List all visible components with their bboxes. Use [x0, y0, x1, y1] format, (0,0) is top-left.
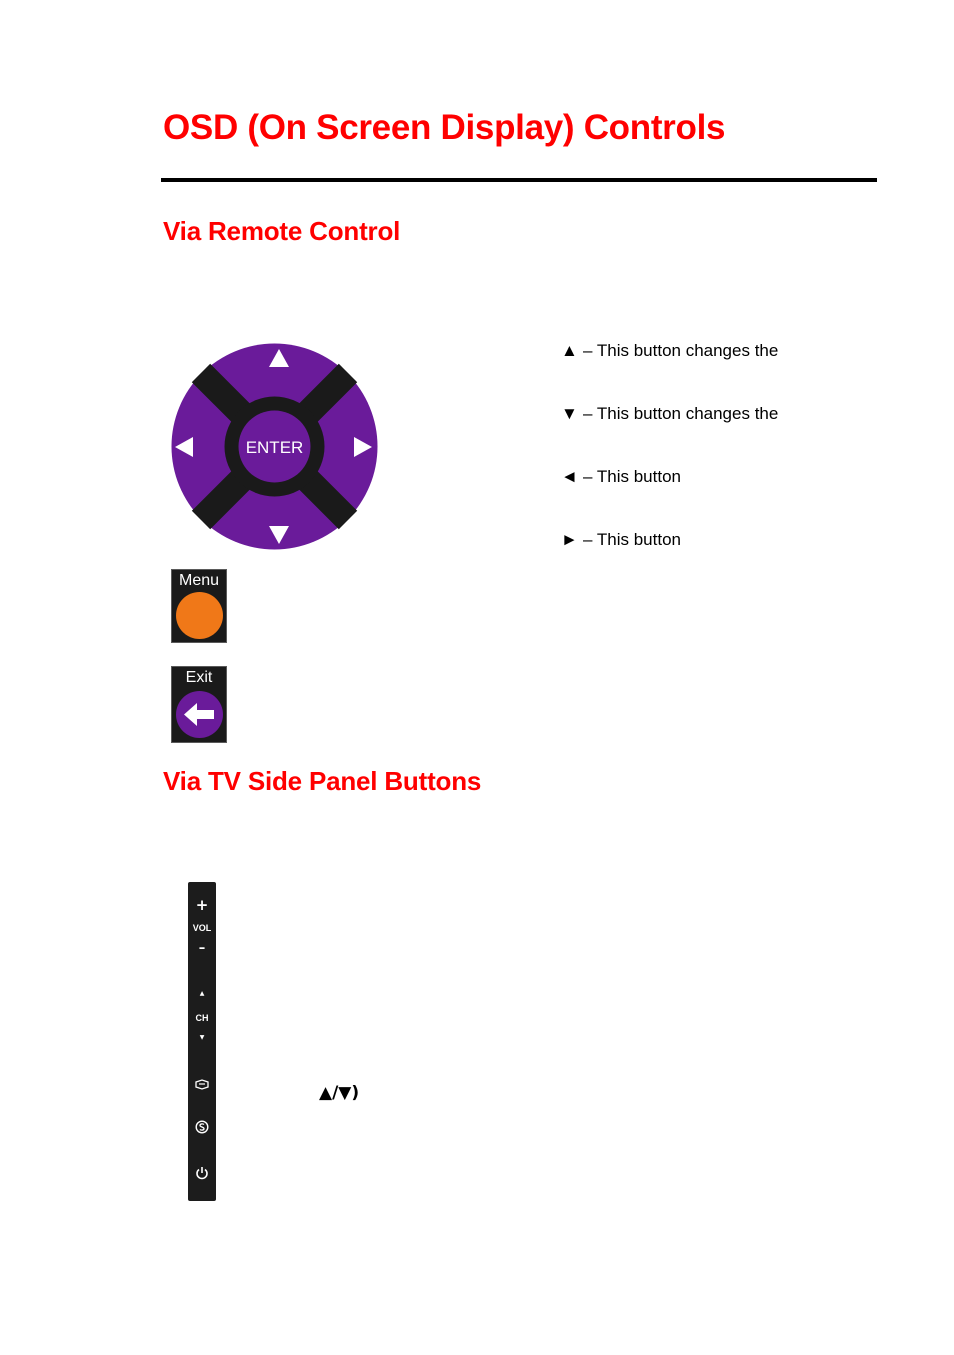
channel-up-icon: ▲ [199, 990, 205, 997]
power-icon [195, 1166, 209, 1180]
list-item [561, 340, 778, 403]
list-item [561, 466, 778, 529]
list-item [561, 403, 778, 466]
right-arrow-glyph: ► [561, 530, 578, 549]
exit-key-illustration [171, 666, 227, 743]
tv-side-panel-illustration [188, 882, 216, 1201]
up-arrow-glyph: ▲ [561, 341, 578, 360]
exit-back-arrow-icon [176, 691, 223, 738]
menu-orange-button-icon [176, 592, 223, 639]
description-text: – This button [583, 467, 681, 486]
volume-down-icon: – [198, 941, 206, 956]
list-item [561, 529, 778, 592]
menu-key-illustration [171, 569, 227, 643]
description-text: – This button changes the [583, 404, 779, 423]
enter-button-label: ENTER [245, 438, 304, 457]
remote-control-heading: Via Remote Control [163, 216, 401, 246]
menu-s-icon [195, 1120, 209, 1134]
menu-key-label: Menu [178, 572, 220, 589]
side-panel-heading: Via TV Side Panel Buttons [163, 766, 482, 796]
description-text: – This button [583, 530, 681, 549]
source-input-icon [195, 1079, 209, 1090]
channel-down-icon: ▼ [199, 1034, 205, 1041]
channel-label: CH [195, 1013, 209, 1023]
volume-up-icon: + [195, 896, 209, 914]
title-divider [161, 178, 877, 182]
page-title: OSD (On Screen Display) Controls [163, 108, 726, 147]
down-arrow-glyph: ▼ [561, 404, 578, 423]
remote-dpad-illustration [171, 343, 378, 550]
left-arrow-glyph: ◄ [561, 467, 578, 486]
channel-arrows-note: ▲/▼) [319, 1083, 360, 1103]
description-text: – This button changes the [583, 341, 779, 360]
exit-key-label: Exit [185, 669, 213, 686]
arrow-description-list [561, 340, 778, 592]
volume-label: VOL [192, 923, 212, 933]
